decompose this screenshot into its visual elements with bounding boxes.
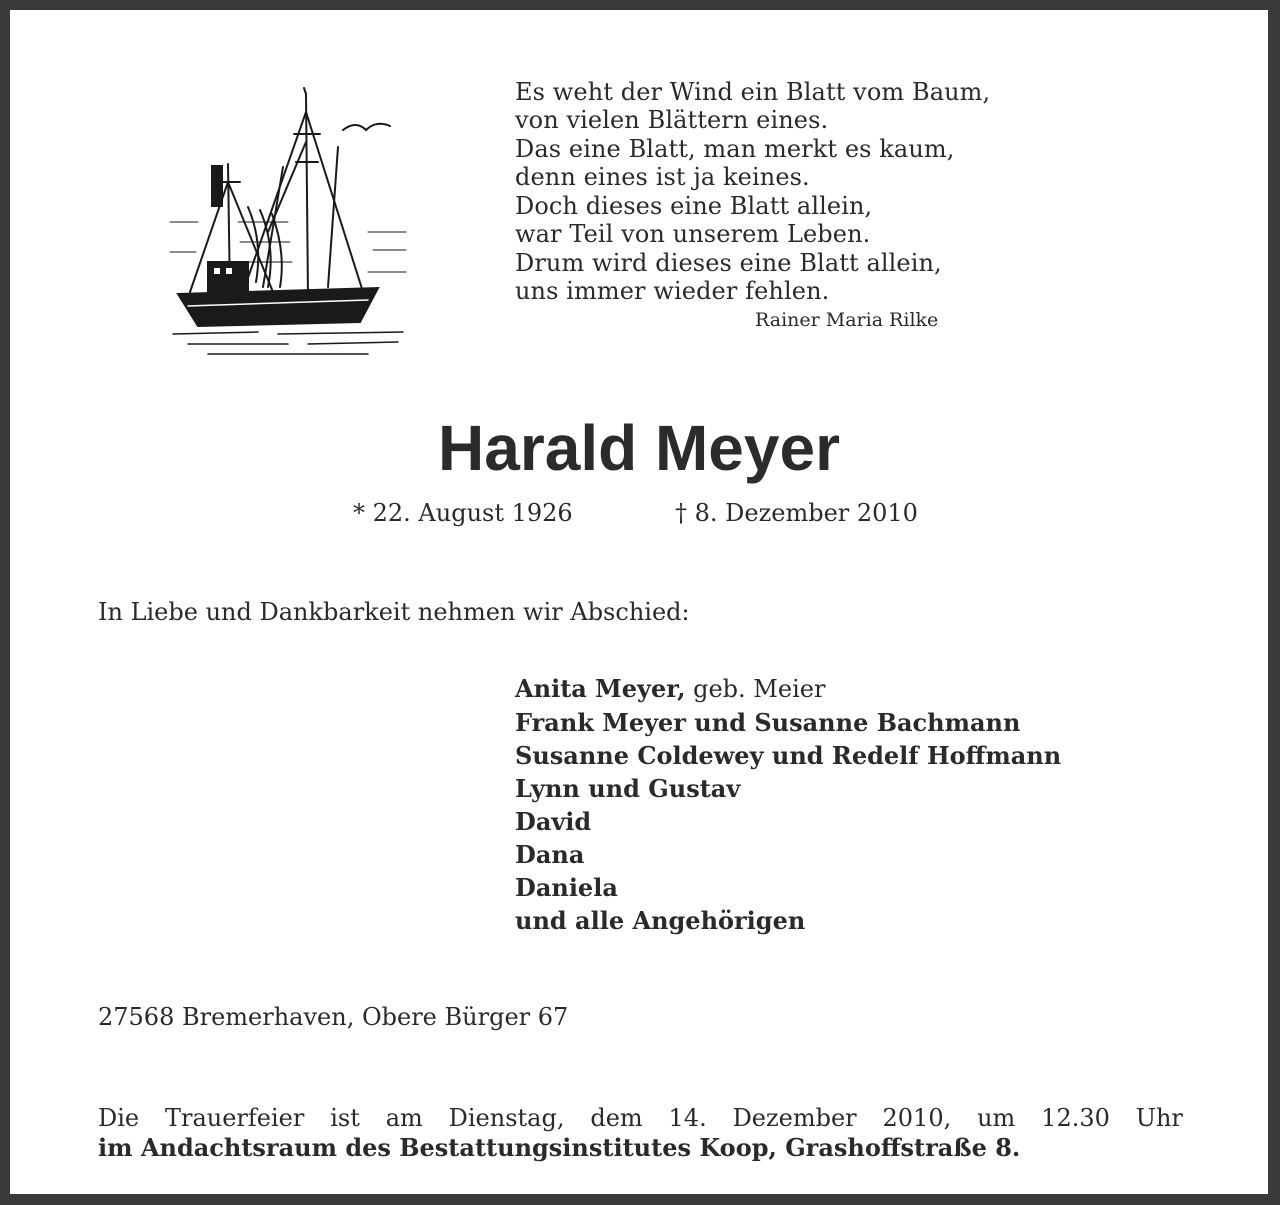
family-member: David: [515, 807, 592, 836]
service-word: um: [977, 1104, 1016, 1132]
service-word: 12.30: [1041, 1104, 1110, 1132]
poem-line: war Teil von unserem Leben.: [515, 220, 871, 248]
family-member: Susanne Coldewey und Redelf Hoffmann: [515, 741, 1062, 770]
poem-line: uns immer wieder fehlen.: [515, 277, 830, 305]
service-word: ist: [330, 1104, 360, 1132]
poem-line: denn eines ist ja keines.: [515, 163, 810, 191]
poem-line: Es weht der Wind ein Blatt vom Baum,: [515, 78, 991, 106]
family-list: [515, 672, 1061, 937]
deceased-name: Harald Meyer: [438, 412, 840, 484]
funeral-service-info: [98, 1103, 1183, 1163]
birth-date: * 22. August 1926: [353, 499, 573, 527]
family-member: [515, 672, 1061, 706]
poem-line: von vielen Blättern eines.: [515, 106, 829, 134]
fishing-boat-icon: [168, 82, 408, 362]
service-word: Uhr: [1135, 1104, 1183, 1132]
poem-line: Doch dieses eine Blatt allein,: [515, 192, 873, 220]
family-member: und alle Angehörigen: [515, 906, 806, 935]
service-word: am: [385, 1104, 423, 1132]
service-date-line: [98, 1103, 1183, 1133]
poem-author: Rainer Maria Rilke: [755, 309, 939, 331]
family-member-name: Anita Meyer,: [515, 674, 686, 703]
poem-line: Das eine Blatt, man merkt es kaum,: [515, 135, 955, 163]
service-word: Dezember: [732, 1104, 857, 1132]
service-word: Dienstag,: [448, 1104, 565, 1132]
service-word: Trauerfeier: [164, 1104, 305, 1132]
service-word: 14.: [668, 1104, 707, 1132]
service-location: im Andachtsraum des Bestattungsinstitutes Koop, Grashoffstraße 8.: [98, 1133, 1021, 1162]
farewell-text: In Liebe und Dankbarkeit nehmen wir Abschied:: [98, 598, 690, 626]
obituary-notice: [10, 10, 1268, 1194]
poem-line: Drum wird dieses eine Blatt allein,: [515, 249, 942, 277]
address: 27568 Bremerhaven, Obere Bürger 67: [98, 1003, 569, 1031]
family-member: Frank Meyer und Susanne Bachmann: [515, 708, 1021, 737]
family-member: Daniela: [515, 873, 618, 902]
maiden-name: geb. Meier: [685, 675, 826, 703]
death-date: † 8. Dezember 2010: [675, 499, 918, 527]
poem: [515, 78, 1035, 332]
service-word: Die: [98, 1104, 140, 1132]
family-member: Dana: [515, 840, 585, 869]
family-member: Lynn und Gustav: [515, 774, 741, 803]
service-word: dem: [590, 1104, 643, 1132]
service-word: 2010,: [882, 1104, 952, 1132]
